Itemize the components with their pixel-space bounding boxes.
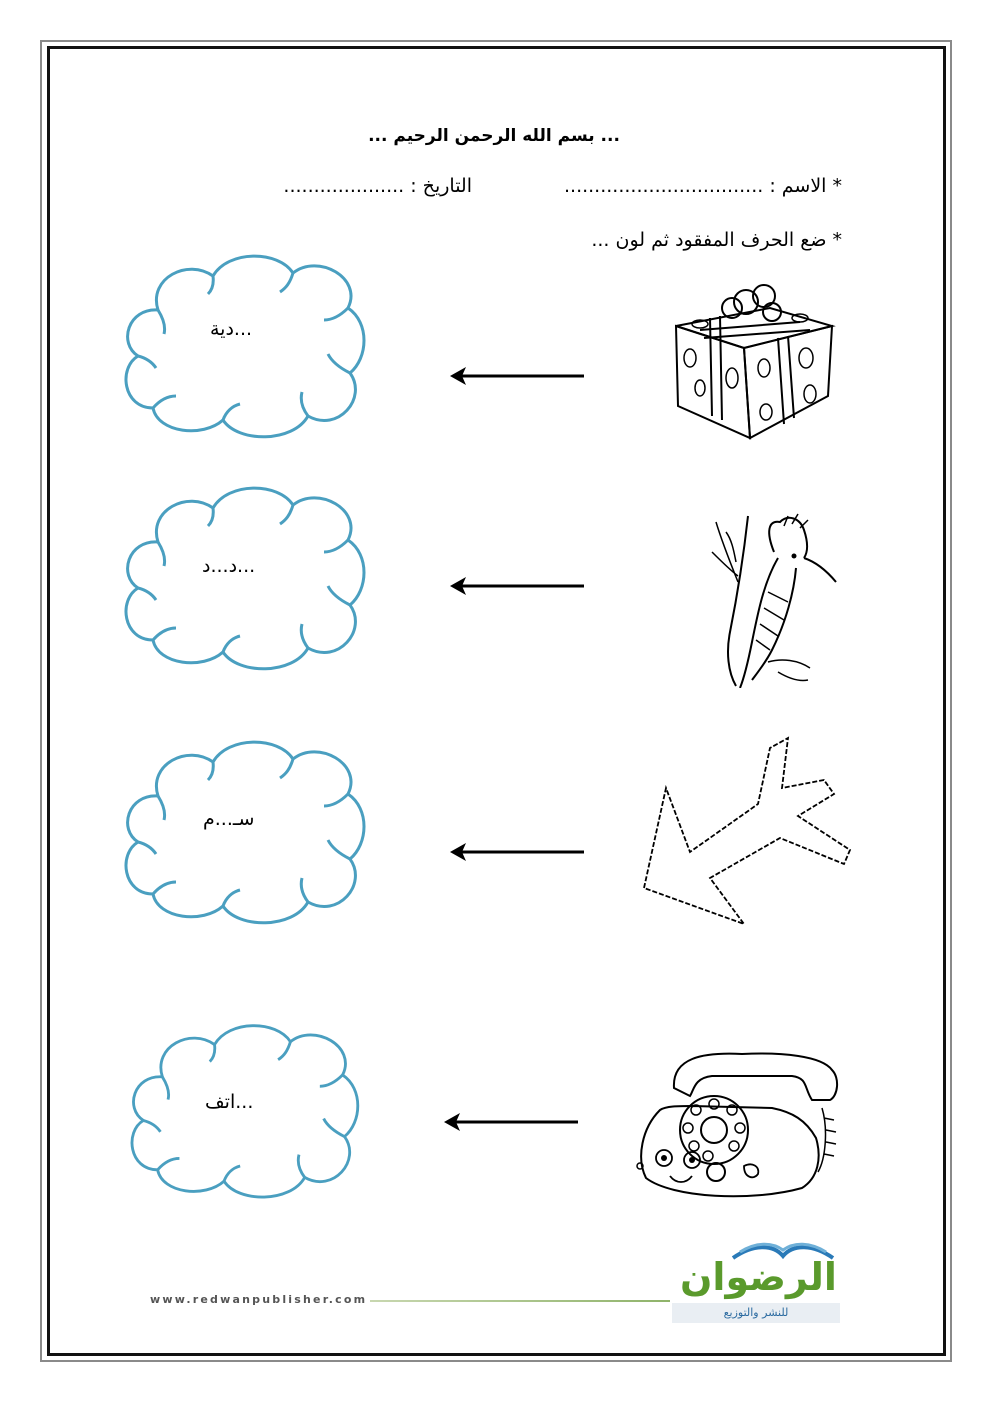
footer-divider: [370, 1300, 670, 1302]
left-arrow-1: [448, 364, 588, 388]
basmala-heading: ... بسم الله الرحمن الرحيم ...: [368, 126, 620, 146]
publisher-url: www.redwanpublisher.com: [150, 1293, 368, 1306]
word-cloud-1: [118, 248, 368, 443]
hoopoe-bird-picture: [708, 512, 840, 688]
word-cloud-2: [118, 480, 368, 675]
missing-letter-word-4: ...اتف: [205, 1091, 254, 1113]
name-field-line: * الاسم : .................................: [563, 175, 842, 197]
publisher-logo-name: الرضوان: [680, 1255, 837, 1299]
publisher-logo-tagline: للنشر والتوزيع: [672, 1303, 840, 1323]
missing-letter-word-3: سـ...م: [203, 808, 255, 830]
left-arrow-2: [448, 574, 588, 598]
word-cloud-3: [118, 734, 368, 929]
telephone-picture: [632, 1048, 847, 1206]
missing-letter-word-2: ...د...د: [202, 555, 256, 577]
instruction-text: * ضع الحرف المفقود ثم لون ...: [591, 229, 842, 251]
gift-box-picture: [660, 278, 842, 446]
date-field-line: التاريخ : ....................: [283, 175, 472, 197]
missing-letter-word-1: ...دية: [210, 318, 253, 340]
arrow-picture: [630, 728, 860, 928]
left-arrow-3: [448, 840, 588, 864]
left-arrow-4: [442, 1110, 582, 1134]
